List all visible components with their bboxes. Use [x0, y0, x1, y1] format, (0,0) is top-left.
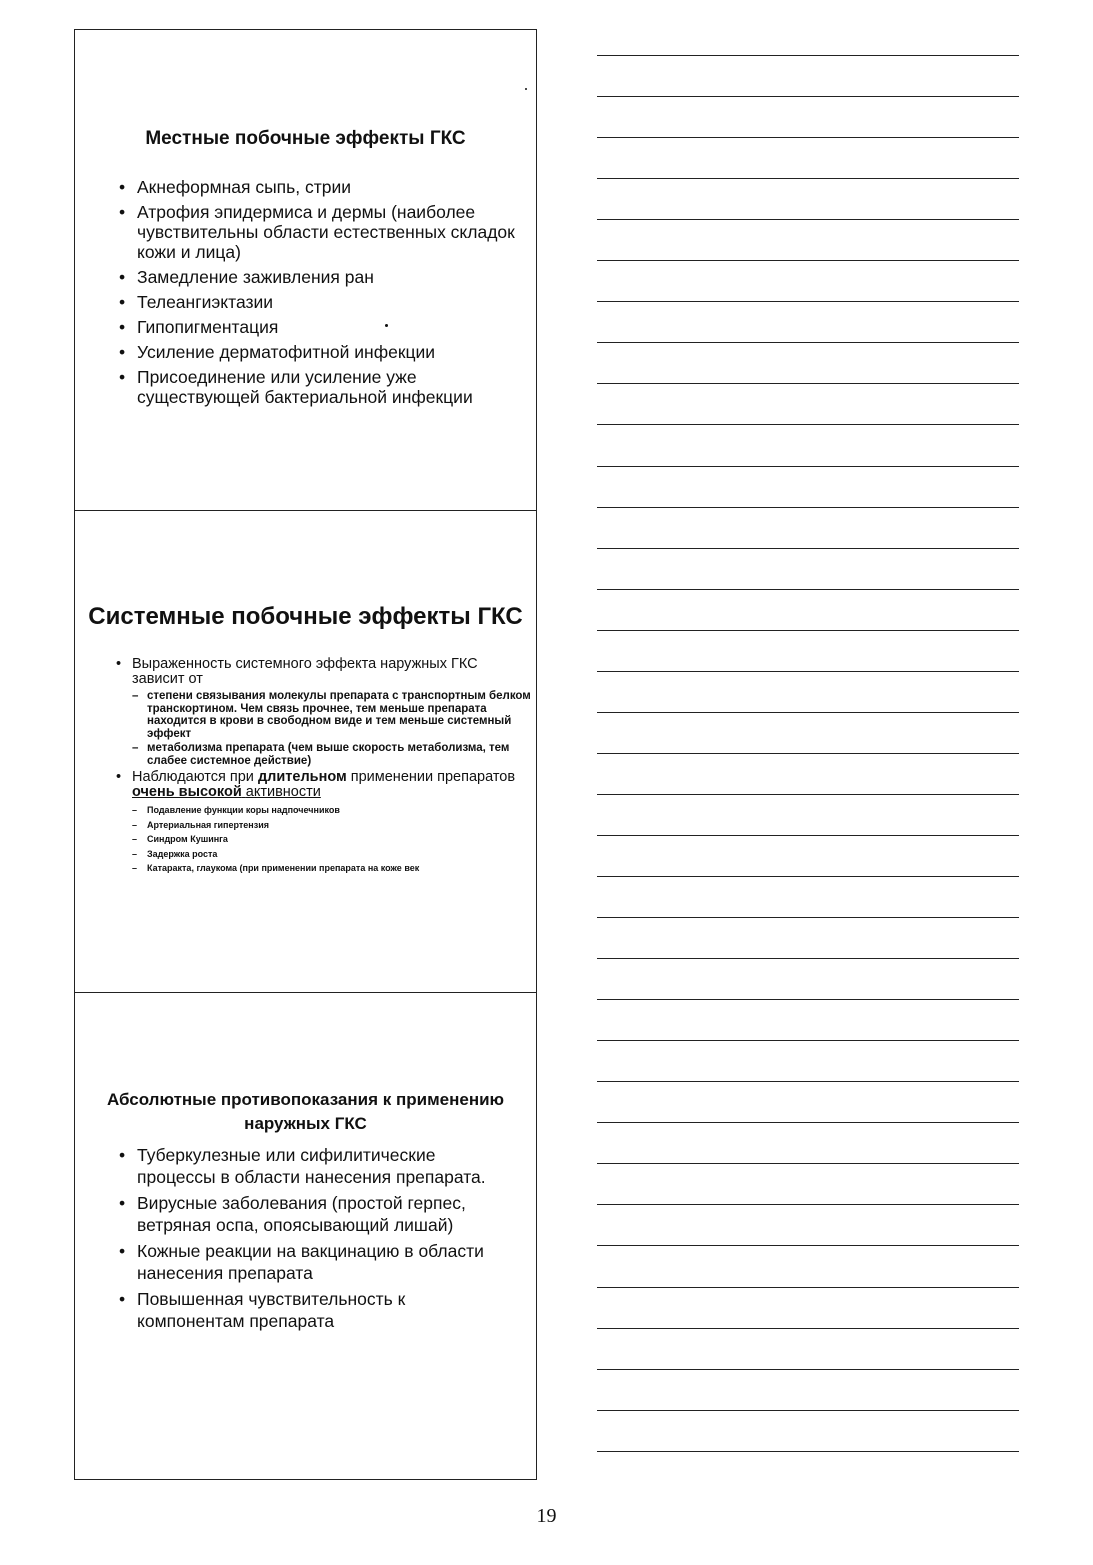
note-line — [597, 219, 1019, 220]
sub-list-item: – Синдром Кушинга — [132, 832, 532, 847]
note-line — [597, 1328, 1019, 1329]
note-line — [597, 178, 1019, 179]
list-item: • Атрофия эпидермиса и дермы (наиболее чувствительны области естественных складок кожи и лица) — [115, 202, 530, 262]
slides-panel — [74, 29, 537, 1480]
sub-list-item: – Катаракта, глаукома (при применении препарата на коже век — [132, 861, 532, 876]
sub-list-item: – степени связывания молекулы препарата с транспортным белком транскортином. Чем связь прочнее, тем меньше препарата находится в крови в свободном виде и тем меньше системный эффект — [132, 690, 532, 740]
list-item: • Повышенная чувствительность к компонентам препарата — [115, 1288, 515, 1332]
note-line — [597, 630, 1019, 631]
slide-systemic-side-effects — [75, 510, 536, 992]
note-line — [597, 424, 1019, 425]
note-line — [597, 1287, 1019, 1288]
note-line — [597, 876, 1019, 877]
note-line — [597, 589, 1019, 590]
page-number: 19 — [536, 1505, 557, 1527]
note-line — [597, 958, 1019, 959]
note-line — [597, 1369, 1019, 1370]
note-line — [597, 342, 1019, 343]
bullet-list — [115, 1144, 515, 1336]
list-item: • Телеангиэктазии — [115, 292, 530, 312]
list-item: • Усиление дерматофитной инфекции — [115, 342, 530, 362]
note-line — [597, 548, 1019, 549]
text-run: активности — [245, 784, 321, 800]
note-line — [597, 794, 1019, 795]
list-item: • Кожные реакции на вакцинацию в области нанесения препарата — [115, 1240, 515, 1284]
note-line — [597, 96, 1019, 97]
note-line — [597, 1245, 1019, 1246]
slide-body — [112, 657, 532, 879]
note-line — [597, 137, 1019, 138]
note-line — [597, 301, 1019, 302]
slide-title: Абсолютные противопоказания к применению наружных ГКС — [106, 1090, 505, 1133]
note-line — [597, 1410, 1019, 1411]
sub-list-item: – Артериальная гипертензия — [132, 818, 532, 833]
note-line — [597, 1122, 1019, 1123]
sub-list-item: – метаболизма препарата (чем выше скорость метаболизма, тем слабее системное действие) — [132, 742, 532, 767]
underlined-text — [242, 784, 321, 800]
note-line — [597, 55, 1019, 56]
list-item: • Присоединение или усиление уже существующей бактериальной инфекции — [115, 367, 530, 407]
note-line — [597, 260, 1019, 261]
note-line — [597, 1204, 1019, 1205]
slide-contraindications — [75, 992, 536, 1480]
emphasis-underlined-text: очень высокой — [132, 784, 242, 800]
note-line — [597, 466, 1019, 467]
list-item: • Вирусные заболевания (простой герпес, ветряная оспа, опоясывающий лишай) — [115, 1192, 515, 1236]
list-item: • Выраженность системного эффекта наружных ГКС зависит от — [112, 657, 532, 687]
text-run: Наблюдаются при — [132, 769, 258, 785]
note-line — [597, 712, 1019, 713]
note-line — [597, 671, 1019, 672]
list-item: • Гипопигментация — [115, 317, 530, 337]
list-item: • Замедление заживления ран — [115, 267, 530, 287]
bullet-list — [115, 177, 530, 412]
slide-title: Системные побочные эффекты ГКС — [88, 603, 523, 630]
sub-list — [112, 690, 532, 767]
notes-lines — [597, 0, 1019, 1500]
slide-title: Местные побочные эффекты ГКС — [145, 128, 466, 149]
note-line — [597, 383, 1019, 384]
list-item — [112, 770, 532, 800]
speck-mark — [385, 324, 388, 327]
speck-mark — [525, 88, 527, 90]
slide-local-side-effects — [75, 30, 536, 510]
list-item: • Акнеформная сыпь, стрии — [115, 177, 530, 197]
note-line — [597, 1081, 1019, 1082]
text-run: применении препаратов — [346, 769, 516, 785]
note-line — [597, 1040, 1019, 1041]
note-line — [597, 917, 1019, 918]
sub-list — [112, 803, 532, 876]
note-line — [597, 1163, 1019, 1164]
note-line — [597, 835, 1019, 836]
note-line — [597, 999, 1019, 1000]
note-line — [597, 507, 1019, 508]
note-line — [597, 753, 1019, 754]
list-item: • Туберкулезные или сифилитические процессы в области нанесения препарата. — [115, 1144, 515, 1188]
sub-list-item: – Задержка роста — [132, 847, 532, 862]
emphasis-text: длительном — [257, 769, 347, 785]
sub-list-item: – Подавление функции коры надпочечников — [132, 803, 532, 818]
note-line — [597, 1451, 1019, 1452]
